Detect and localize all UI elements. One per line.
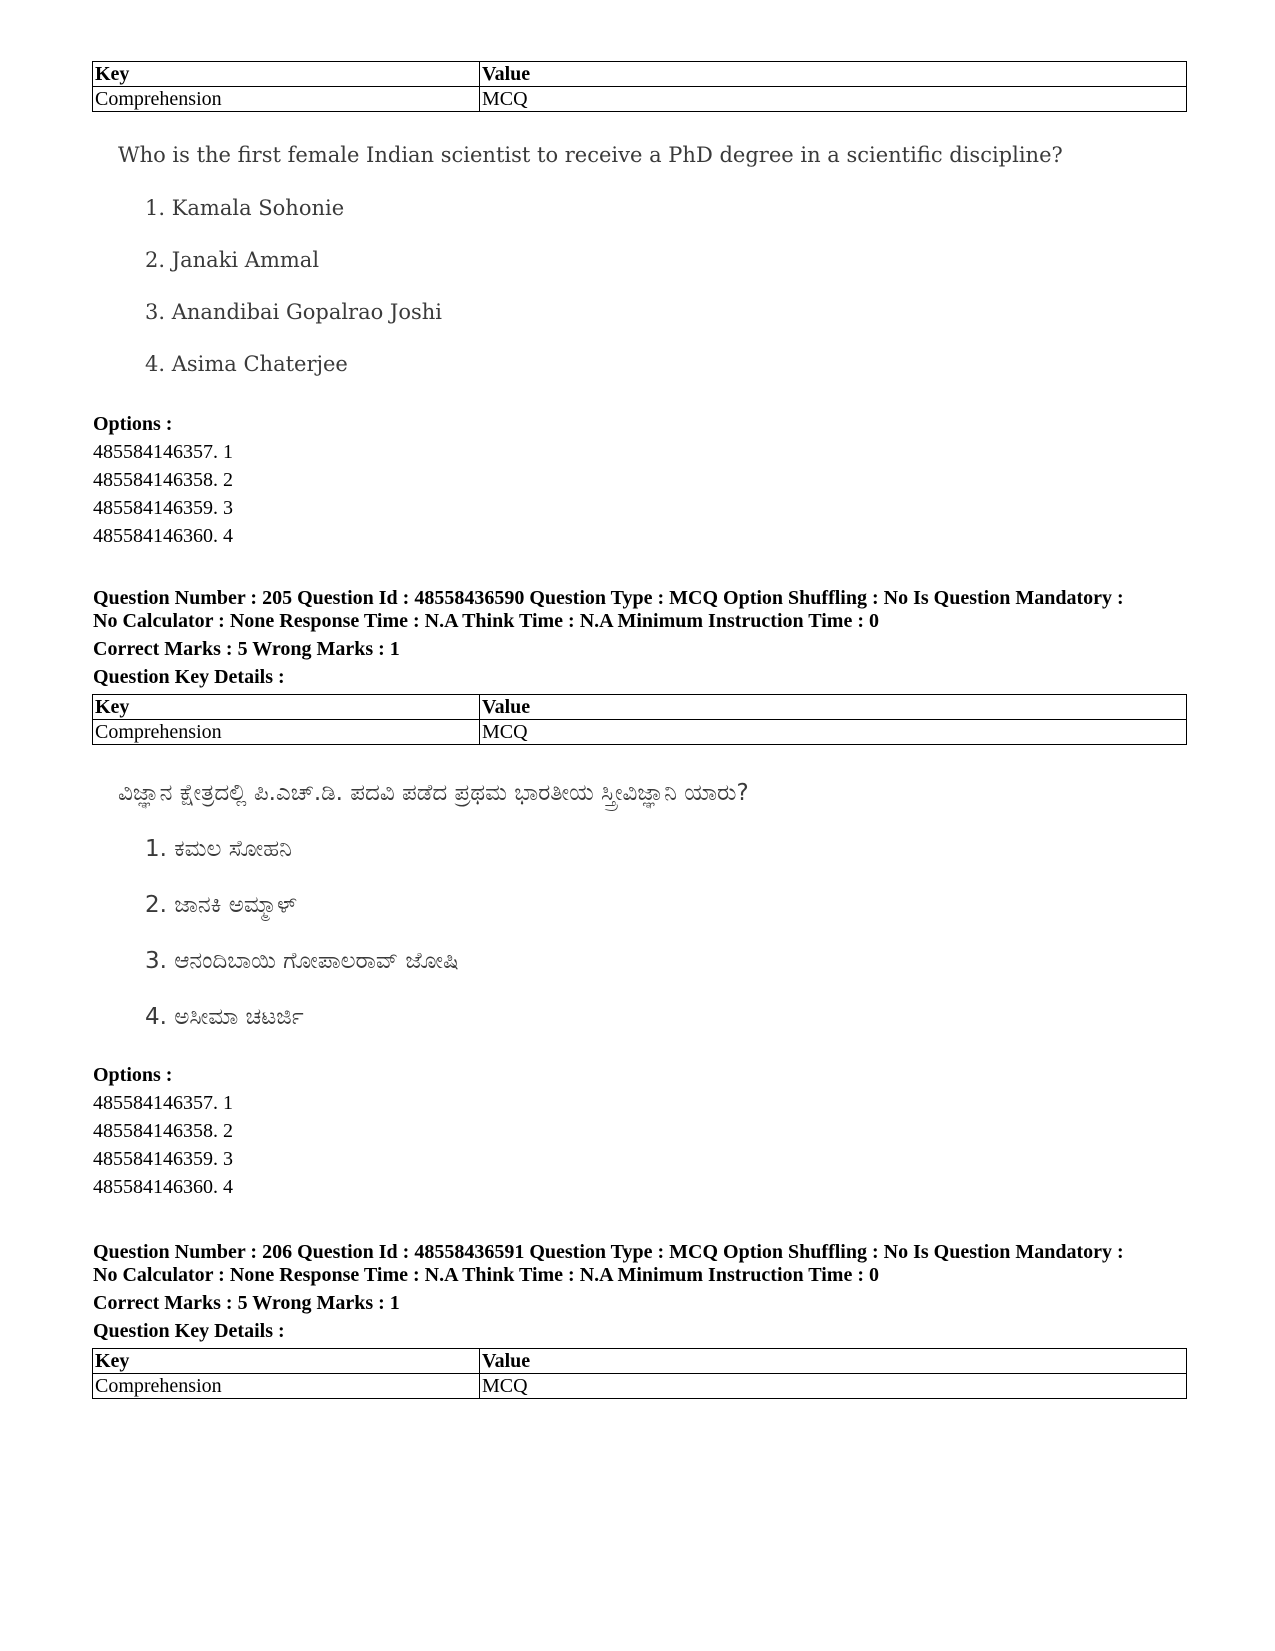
question-choice: 1. ಕಮಲ ಸೋಹನಿ	[145, 836, 292, 862]
question-stem: ವಿಜ್ಞಾನ ಕ್ಷೇತ್ರದಲ್ಲಿ ಪಿ.ಎಚ್.ಡಿ. ಪದವಿ ಪಡೆದ ಪ್ರಥಮ ಭಾರತೀಯ ಸ್ತ್ರೀವಿಜ್ಞಾನಿ ಯಾರು?	[118, 780, 749, 806]
options-label: Options :	[93, 1064, 173, 1086]
option-item: 485584146357. 1	[93, 1092, 233, 1114]
table-header-value: Value	[480, 695, 1187, 720]
question-choice: 3. Anandibai Gopalrao Joshi	[145, 300, 443, 324]
table-cell-value: MCQ	[480, 720, 1187, 745]
option-item: 485584146358. 2	[93, 1120, 233, 1142]
table-header-row	[93, 62, 1187, 87]
table-cell-key: Comprehension	[93, 1374, 480, 1399]
table-row	[93, 720, 1187, 745]
option-item: 485584146359. 3	[93, 497, 233, 519]
question-choice: 2. ಜಾನಕಿ ಅಮ್ಮಾಳ್	[145, 892, 297, 918]
table-header-value: Value	[480, 62, 1187, 87]
question-key-details-label: Question Key Details :	[93, 666, 285, 688]
option-item: 485584146357. 1	[93, 441, 233, 463]
option-item: 485584146360. 4	[93, 525, 233, 547]
question-meta-line: Question Number : 205 Question Id : 48558436590 Question Type : MCQ Option Shuffling : No Is Question Mandatory :	[93, 587, 1124, 609]
question-meta-line: No Calculator : None Response Time : N.A Think Time : N.A Minimum Instruction Time : 0	[93, 610, 879, 632]
question-marks: Correct Marks : 5 Wrong Marks : 1	[93, 1292, 400, 1314]
question-choice: 3. ಆನಂದಿಬಾಯಿ ಗೋಪಾಲರಾವ್ ಜೋಷಿ	[145, 948, 459, 974]
key-details-table	[92, 694, 1187, 745]
option-item: 485584146360. 4	[93, 1176, 233, 1198]
table-header-key: Key	[93, 62, 480, 87]
table-header-value: Value	[480, 1349, 1187, 1374]
question-choice: 2. Janaki Ammal	[145, 248, 320, 272]
table-header-row	[93, 1349, 1187, 1374]
table-header-row	[93, 695, 1187, 720]
key-details-table	[92, 61, 1187, 112]
question-choice: 4. Asima Chaterjee	[145, 352, 348, 376]
option-item: 485584146358. 2	[93, 469, 233, 491]
option-item: 485584146359. 3	[93, 1148, 233, 1170]
question-stem: Who is the first female Indian scientist to receive a PhD degree in a scientific discipline?	[118, 143, 1063, 167]
question-meta-line: No Calculator : None Response Time : N.A Think Time : N.A Minimum Instruction Time : 0	[93, 1264, 879, 1286]
table-row	[93, 87, 1187, 112]
question-key-details-label: Question Key Details :	[93, 1320, 285, 1342]
question-meta-line: Question Number : 206 Question Id : 48558436591 Question Type : MCQ Option Shuffling : No Is Question Mandatory :	[93, 1241, 1124, 1263]
table-header-key: Key	[93, 695, 480, 720]
question-choice: 1. Kamala Sohonie	[145, 196, 345, 220]
table-cell-value: MCQ	[480, 1374, 1187, 1399]
key-details-table	[92, 1348, 1187, 1399]
question-choice: 4. ಅಸೀಮಾ ಚಟರ್ಜಿ	[145, 1004, 304, 1030]
question-marks: Correct Marks : 5 Wrong Marks : 1	[93, 638, 400, 660]
table-cell-key: Comprehension	[93, 720, 480, 745]
table-cell-value: MCQ	[480, 87, 1187, 112]
options-label: Options :	[93, 413, 173, 435]
table-header-key: Key	[93, 1349, 480, 1374]
table-row	[93, 1374, 1187, 1399]
table-cell-key: Comprehension	[93, 87, 480, 112]
